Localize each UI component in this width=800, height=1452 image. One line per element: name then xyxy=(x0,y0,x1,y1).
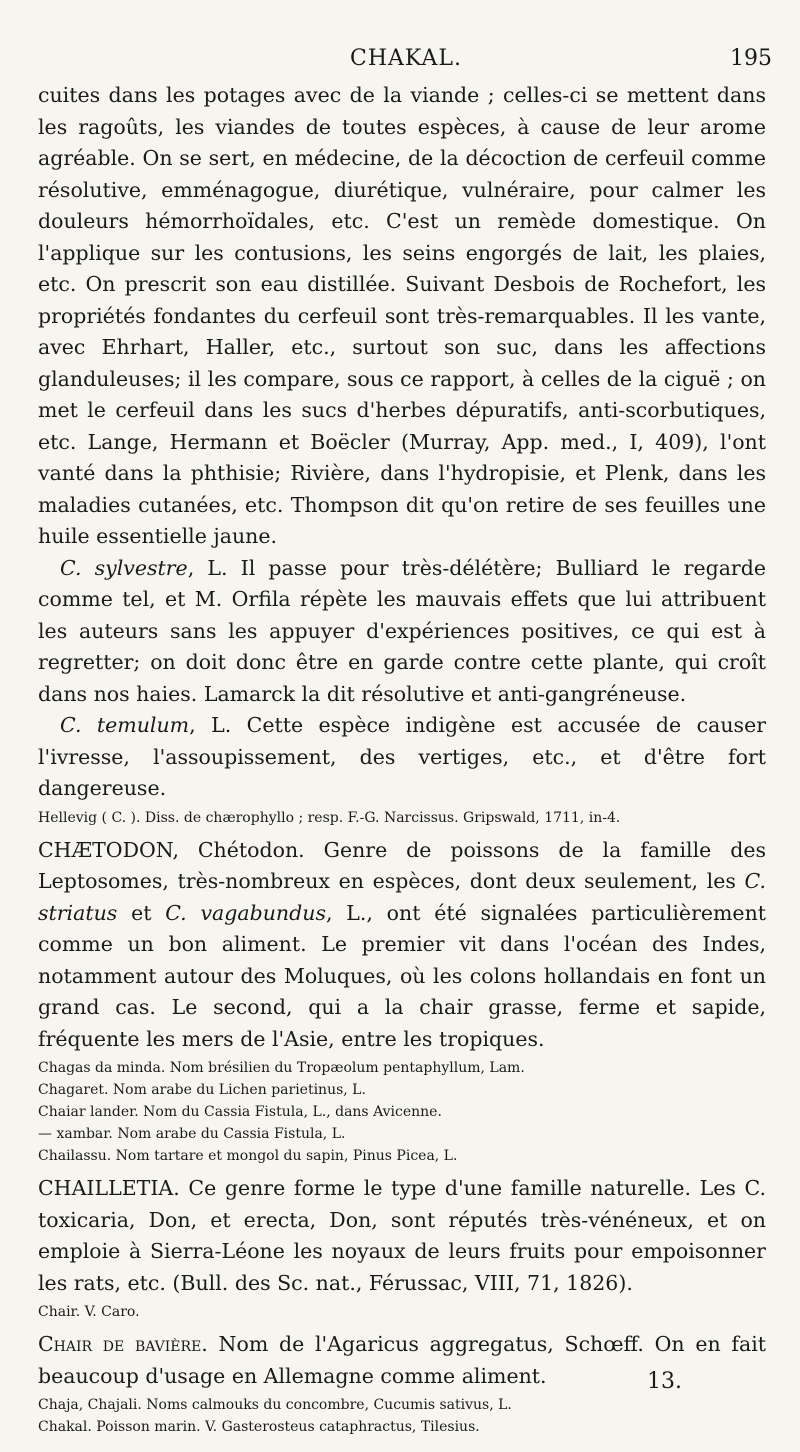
entry-sylvestre xyxy=(38,553,766,711)
page-header xyxy=(40,40,772,76)
paragraph-text: et xyxy=(117,900,166,925)
paragraph-text: , L. Cette espèce indigène est accusée de causer l'ivresse, l'assoupissement, des vertiges, etc., et d'être fort dangereuse. xyxy=(38,713,766,800)
species-name: C. vagabundus xyxy=(165,900,326,925)
signature-mark: 13. xyxy=(647,1369,682,1394)
reference-line: Chagas da minda. Nom brésilien du Tropæolum pentaphyllum, Lam. xyxy=(38,1060,525,1076)
paragraph-text: . Nom de l'Agaricus aggregatus, Schœff. On en fait beaucoup d'usage en Allemagne comme aliment. xyxy=(38,1332,766,1388)
cross-reference xyxy=(38,1301,766,1323)
entry-headword: CHAILLETIA xyxy=(38,1176,174,1200)
paragraph-text: . Ce genre forme le type d'une famille naturelle. Les C. toxicaria, Don, et erecta, Don, sont réputés très-vénéneux, et on emploie à Sierra-Léone les noyaux de leurs fruits pour empoisonner les rats, etc. (Bull. des Sc. nat., Férussac, VIII, 71, 1826). xyxy=(38,1176,766,1295)
page-number: 195 xyxy=(730,46,772,71)
reference-line: — xambar. Nom arabe du Cassia Fistula, L. xyxy=(38,1126,346,1142)
final-references xyxy=(38,1394,766,1438)
entry-chaetodon xyxy=(38,835,766,1056)
entry-chailletia xyxy=(38,1173,766,1299)
entry-cerfeuil xyxy=(38,80,766,553)
species-name: C. sylvestre xyxy=(60,555,188,580)
bibliography-note xyxy=(38,807,766,829)
reference-line: Chailassu. Nom tartare et mongol du sapin, Pinus Picea, L. xyxy=(38,1148,458,1164)
paragraph-text: cuites dans les potages avec de la viande ; celles-ci se mettent dans les ragoûts, les viandes de toutes espèces, à cause de leur arome agréable. On se sert, en médecine, de la décoction de cerfeuil comme résolutive, emménagogue, diurétique, vulnéraire, pour calmer les douleurs hémorrhoïdales, etc. C'est un remède domestique. On l'applique sur les contusions, les seins engorgés de lait, les plaies, etc. On prescrit son eau distillée. Suivant Desbois de Rochefort, les propriétés fondantes du cerfeuil sont très-remarquables. Il les vante, avec Ehrhart, Haller, etc., surtout son suc, dans les affections glanduleuses; il les compare, sous ce rapport, à celles de la ciguë ; on met le cerfeuil dans les sucs d'herbes dépuratifs, anti-scorbutiques, etc. Lange, Hermann et Boëcler (Murray, App. med., I, 409), l'ont vanté dans la phthisie; Rivière, dans l'hydropisie, et Plenk, dans les maladies cutanées, etc. Thompson dit qu'on retire de ses feuilles une huile essentielle jaune. xyxy=(38,83,766,548)
entry-temulum xyxy=(38,710,766,805)
reference-line: Chair. V. Caro. xyxy=(38,1304,140,1320)
short-references xyxy=(38,1057,766,1167)
reference-line: Hellevig ( C. ). Diss. de chærophyllo ; resp. F.-G. Narcissus. Gripswald, 1711, in-4. xyxy=(38,809,621,826)
species-name: C. temulum xyxy=(60,713,190,737)
reference-line: Chakal. Poisson marin. V. Gasterosteus cataphractus, Tilesius. xyxy=(38,1419,480,1435)
paragraph-text: , Chétodon. Genre de poissons de la famille des Leptosomes, très-nombreux en espèces, dont deux seulement, les xyxy=(38,837,766,893)
running-title: CHAKAL. xyxy=(350,46,462,71)
entry-headword: CHÆTODON xyxy=(38,837,173,862)
reference-line: Chaja, Chajali. Noms calmouks du concombre, Cucumis sativus, L. xyxy=(38,1397,512,1413)
reference-line: Chaiar lander. Nom du Cassia Fistula, L., dans Avicenne. xyxy=(38,1104,442,1120)
paragraph-text: , L. Il passe pour très-délétère; Bulliard le regarde comme tel, et M. Orfila répète les mauvais effets que lui attribuent les auteurs sans les appuyer d'expériences positives, ce qui est à regretter; on doit donc être en garde contre cette plante, qui croît dans nos haies. Lamarck la dit résolutive et anti-gangréneuse. xyxy=(38,555,766,706)
reference-line: Chagaret. Nom arabe du Lichen parietinus, L. xyxy=(38,1082,366,1098)
entry-headword: Chair de bavière xyxy=(38,1332,202,1356)
body-text xyxy=(38,80,766,1444)
species-name: C. striatus xyxy=(38,869,766,925)
paragraph-text: , L., ont été signalées particulièrement comme un bon aliment. Le premier vit dans l'océan des Indes, notamment autour des Moluques, où les colons hollandais en font un grand cas. Le second, qui a la chair grasse, ferme et sapide, fréquente les mers de l'Asie, entre les tropiques. xyxy=(38,900,767,1051)
